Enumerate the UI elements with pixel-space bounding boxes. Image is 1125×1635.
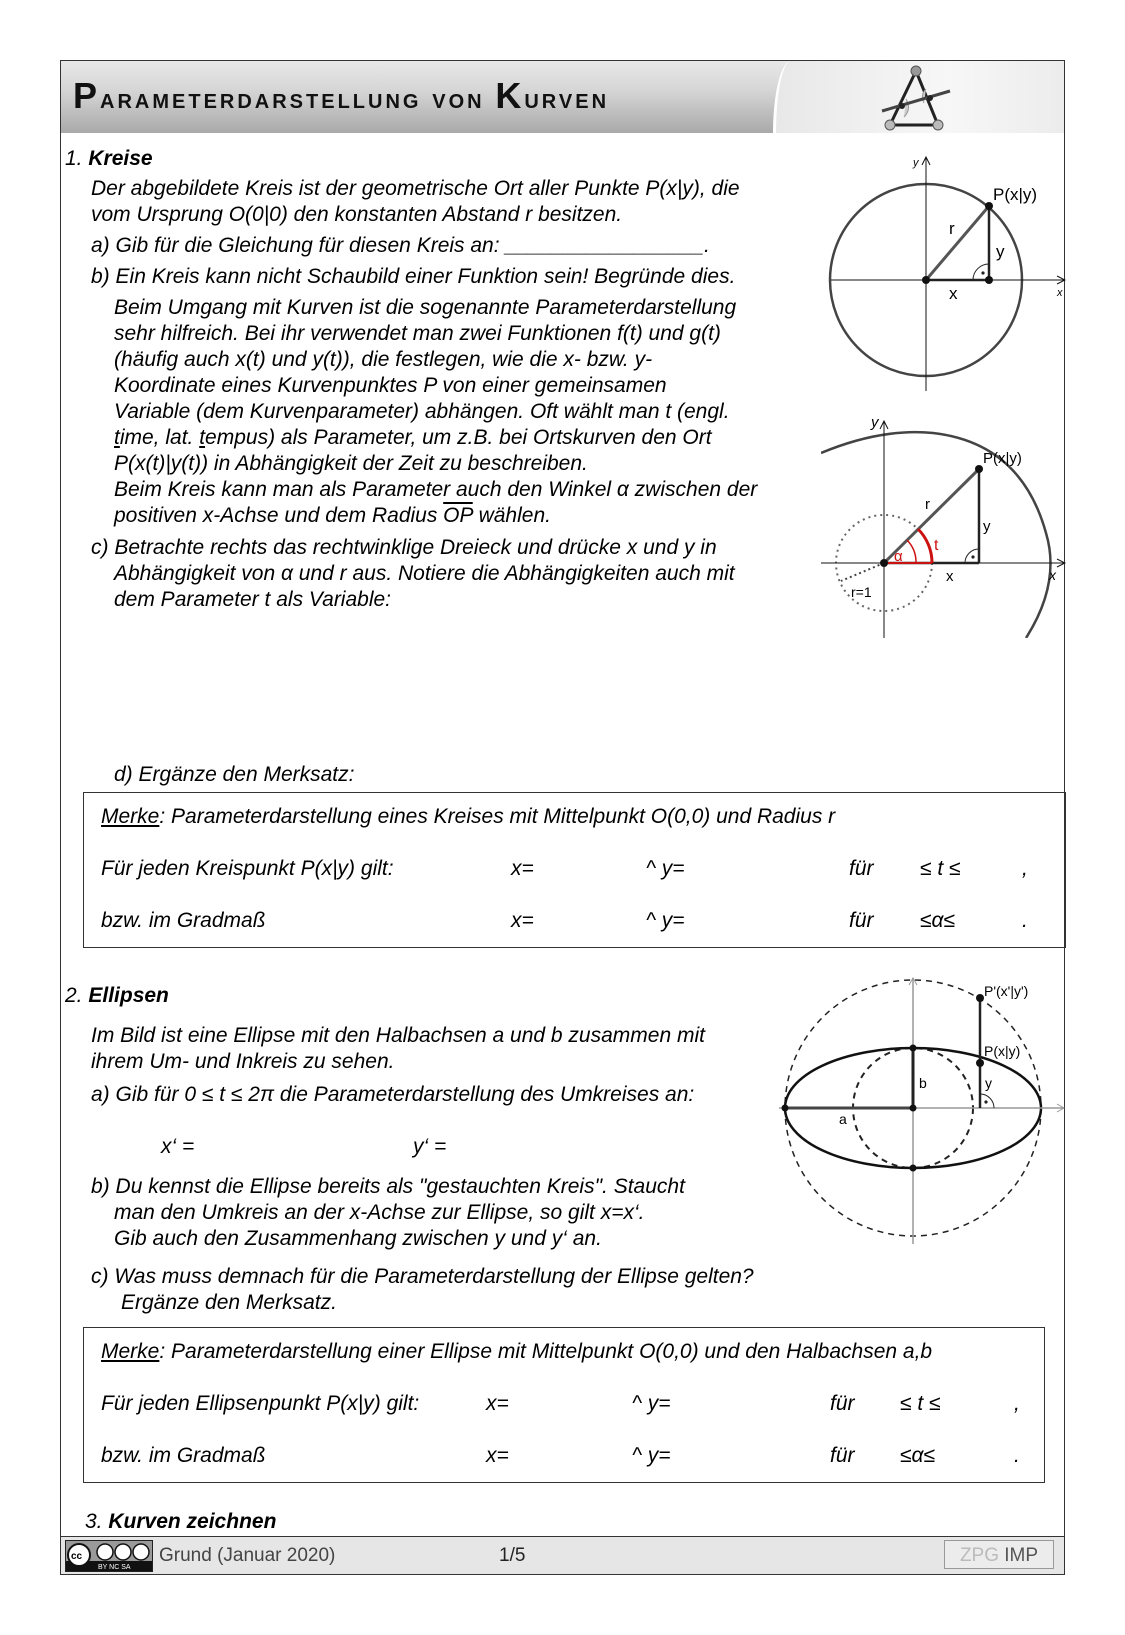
merke-range: ≤α≤ (900, 1444, 936, 1467)
title-cap: P (73, 75, 101, 116)
merke-fuer: für (849, 857, 874, 880)
point-label: P(x|y) (993, 185, 1038, 204)
worksheet-page (60, 60, 1065, 1575)
title-part: urven (524, 83, 610, 114)
task-text: man den Umkreis an der x-Achse zur Ellipse, so gilt x=x‘. (114, 1201, 645, 1224)
merke-row-lead: Für jeden Ellipsenpunkt P(x|y) gilt: (101, 1392, 420, 1415)
task-text: Gib auch den Zusammenhang zwischen y und y‘ an. (114, 1227, 602, 1250)
para-line: Variable (dem Kurvenparameter) abhängen. Oft wählt man t (engl. (114, 400, 730, 423)
task-1b (91, 264, 735, 290)
task-label: c) (91, 536, 109, 559)
y-leg-label: y (985, 1075, 992, 1091)
title-banner (61, 61, 1064, 133)
merke-x: x= (511, 909, 534, 932)
task-text: Ergänze den Merksatz. (121, 1291, 337, 1314)
para-text: positiven x-Achse und dem Radius (114, 504, 444, 527)
task-text: Was muss demnach für die Parameterdarstellung der Ellipse gelten? (114, 1265, 754, 1288)
zpg-text: ZPG (959, 1545, 999, 1566)
merke-y: ^ y= (646, 909, 685, 932)
task-label: a) (91, 1083, 110, 1106)
intro-line: vom Ursprung O(0|0) den konstanten Abstand r besitzen. (91, 203, 623, 226)
para-line: Beim Kreis kann man als Parameter auch den Winkel α zwischen der (114, 478, 758, 501)
section-title: Kurven zeichnen (108, 1510, 277, 1533)
task-2c (91, 1264, 754, 1290)
triangle-geometry-logo-icon (876, 65, 956, 131)
merke-row-lead: Für jeden Kreispunkt P(x|y) gilt: (101, 857, 394, 880)
merke-x: x= (486, 1392, 509, 1415)
y-axis-label: y (913, 157, 919, 169)
radius-label: r (949, 219, 955, 238)
merke-box-ellipse (83, 1327, 1045, 1483)
svg-text:BY NC SA: BY NC SA (98, 1564, 131, 1571)
point-label: P(x|y) (983, 450, 1022, 467)
merke-label: Merke (101, 1340, 160, 1363)
task-text: dem Parameter t als Variable: (114, 588, 392, 611)
x-axis-label: x (1049, 567, 1056, 583)
x-leg-label: x (949, 284, 958, 303)
merke-x: x= (511, 857, 534, 880)
x-leg-label: x (946, 568, 954, 585)
task-text: Gib für 0 ≤ t ≤ 2π die Parameterdarstellung des Umkreises an: (115, 1083, 695, 1106)
point-label: P(x|y) (984, 1043, 1021, 1059)
imp-text: IMP (999, 1545, 1039, 1566)
task-label: c) (91, 1265, 109, 1288)
task-text: Ergänze den Merksatz: (138, 763, 355, 786)
y-axis-label: y (871, 414, 879, 431)
y-leg-label: y (983, 518, 991, 535)
x-axis-label: x (1057, 287, 1063, 299)
b-label: b (919, 1075, 927, 1091)
angle-figure (821, 413, 1066, 638)
ellipse-figure (779, 976, 1066, 1246)
section-number: 3. (85, 1510, 103, 1533)
underlined-t: t (114, 426, 120, 449)
task-1a (91, 233, 710, 259)
para-text: wählen. (472, 504, 551, 527)
merke-label: Merke (101, 805, 160, 828)
para-line: Koordinate eines Kurvenpunktes P von einer gemeinsamen (114, 374, 667, 397)
section-3-heading (85, 1509, 276, 1535)
task-text: Gib für die Gleichung für diesen Kreis an: _________________. (115, 234, 710, 257)
unit-radius-label: r=1 (851, 584, 872, 600)
radius-line (926, 206, 989, 280)
zpg-imp-logo (944, 1540, 1054, 1569)
task-1c (91, 535, 717, 561)
para-line (114, 503, 551, 529)
merke-range: ≤ t ≤ (900, 1392, 941, 1415)
task-text: Betrachte rechts das rechtwinklige Dreieck und drücke x und y in (114, 536, 717, 559)
merke-end: , (1022, 857, 1028, 880)
task-text: Abhängigkeit von α und r aus. Notiere die Abhängigkeiten auch mit (114, 562, 735, 585)
alpha-arc (907, 540, 916, 563)
section-number: 2. (65, 984, 83, 1007)
radius-label: r (925, 496, 930, 513)
segment-op: $\overline{OP}$ (443, 504, 473, 527)
svg-text:cc: cc (71, 1551, 83, 1562)
cc-license-badge-icon (65, 1540, 153, 1572)
section-1-heading (65, 146, 153, 172)
merke-fuer: für (830, 1392, 855, 1415)
para-line: (häufig auch x(t) und y(t)), die festlegen, wie die x- bzw. y- (114, 348, 653, 371)
t-arc (918, 529, 932, 563)
task-label: b) (91, 265, 110, 288)
merke-y: ^ y= (632, 1444, 671, 1467)
author-date: Grund (Januar 2020) (159, 1545, 336, 1566)
point-prime-label: P'(x'|y') (984, 983, 1029, 999)
task-1d (114, 762, 354, 788)
task-2a (91, 1082, 694, 1108)
y-leg-label: y (996, 242, 1005, 261)
para-line (114, 425, 712, 451)
underlined-t: t (199, 426, 206, 449)
title-part: arameterdarstellung von (100, 83, 496, 114)
merke-heading (101, 804, 835, 830)
para-text: ime, lat. (119, 426, 200, 449)
title-cap: K (495, 75, 525, 116)
alpha-label: α (894, 548, 903, 565)
merke-x: x= (486, 1444, 509, 1467)
task-text: Ein Kreis kann nicht Schaubild einer Funktion sein! Begründe dies. (115, 265, 736, 288)
section-title: Ellipsen (88, 984, 169, 1007)
task-label: b) (91, 1175, 110, 1198)
section-2-heading (65, 983, 169, 1009)
section-number: 1. (65, 147, 83, 170)
circle-figure (821, 151, 1066, 396)
merke-range: ≤ t ≤ (920, 857, 961, 880)
yprime-label: y‘ = (413, 1135, 447, 1158)
t-label: t (934, 537, 939, 554)
merke-text: : Parameterdarstellung einer Ellipse mit Mittelpunkt O(0,0) und den Halbachsen a,b (159, 1340, 933, 1363)
intro-line: Der abgebildete Kreis ist der geometrische Ort aller Punkte P(x|y), die (91, 177, 740, 200)
para-text: empus) als Parameter, um z.B. bei Ortskurven den Ort (205, 426, 712, 449)
merke-y: ^ y= (646, 857, 685, 880)
para-line: Beim Umgang mit Kurven ist die sogenannte Parameterdarstellung (114, 296, 737, 319)
merke-range: ≤α≤ (920, 909, 956, 932)
merke-heading (101, 1339, 932, 1365)
merke-text: : Parameterdarstellung eines Kreises mit Mittelpunkt O(0,0) und Radius r (159, 805, 836, 828)
task-text: Du kennst die Ellipse bereits als "gestauchten Kreis". Staucht (115, 1175, 685, 1198)
intro-line: ihrem Um- und Inkreis zu sehen. (91, 1050, 395, 1073)
merke-row-lead: bzw. im Gradmaß (101, 909, 266, 932)
merke-box-circle (83, 792, 1066, 948)
merke-fuer: für (849, 909, 874, 932)
task-label: a) (91, 234, 110, 257)
task-label: d) (114, 763, 133, 786)
merke-row-lead: bzw. im Gradmaß (101, 1444, 266, 1467)
merke-end: . (1022, 909, 1028, 932)
para-line: P(x(t)|y(t)) in Abhängigkeit der Zeit zu beschreiben. (114, 452, 588, 475)
task-2b (91, 1174, 685, 1200)
footer (61, 1536, 1064, 1574)
merke-fuer: für (830, 1444, 855, 1467)
merke-y: ^ y= (632, 1392, 671, 1415)
xprime-label: x‘ = (161, 1135, 195, 1158)
section-title: Kreise (88, 147, 153, 170)
intro-line: Im Bild ist eine Ellipse mit den Halbachsen a und b zusammen mit (91, 1024, 705, 1047)
merke-end: , (1014, 1392, 1020, 1415)
a-label: a (839, 1111, 847, 1127)
page-number: 1/5 (499, 1545, 526, 1566)
page-title (73, 75, 609, 117)
merke-end: . (1014, 1444, 1020, 1467)
para-line: sehr hilfreich. Bei ihr verwendet man zwei Funktionen f(t) und g(t) (114, 322, 721, 345)
